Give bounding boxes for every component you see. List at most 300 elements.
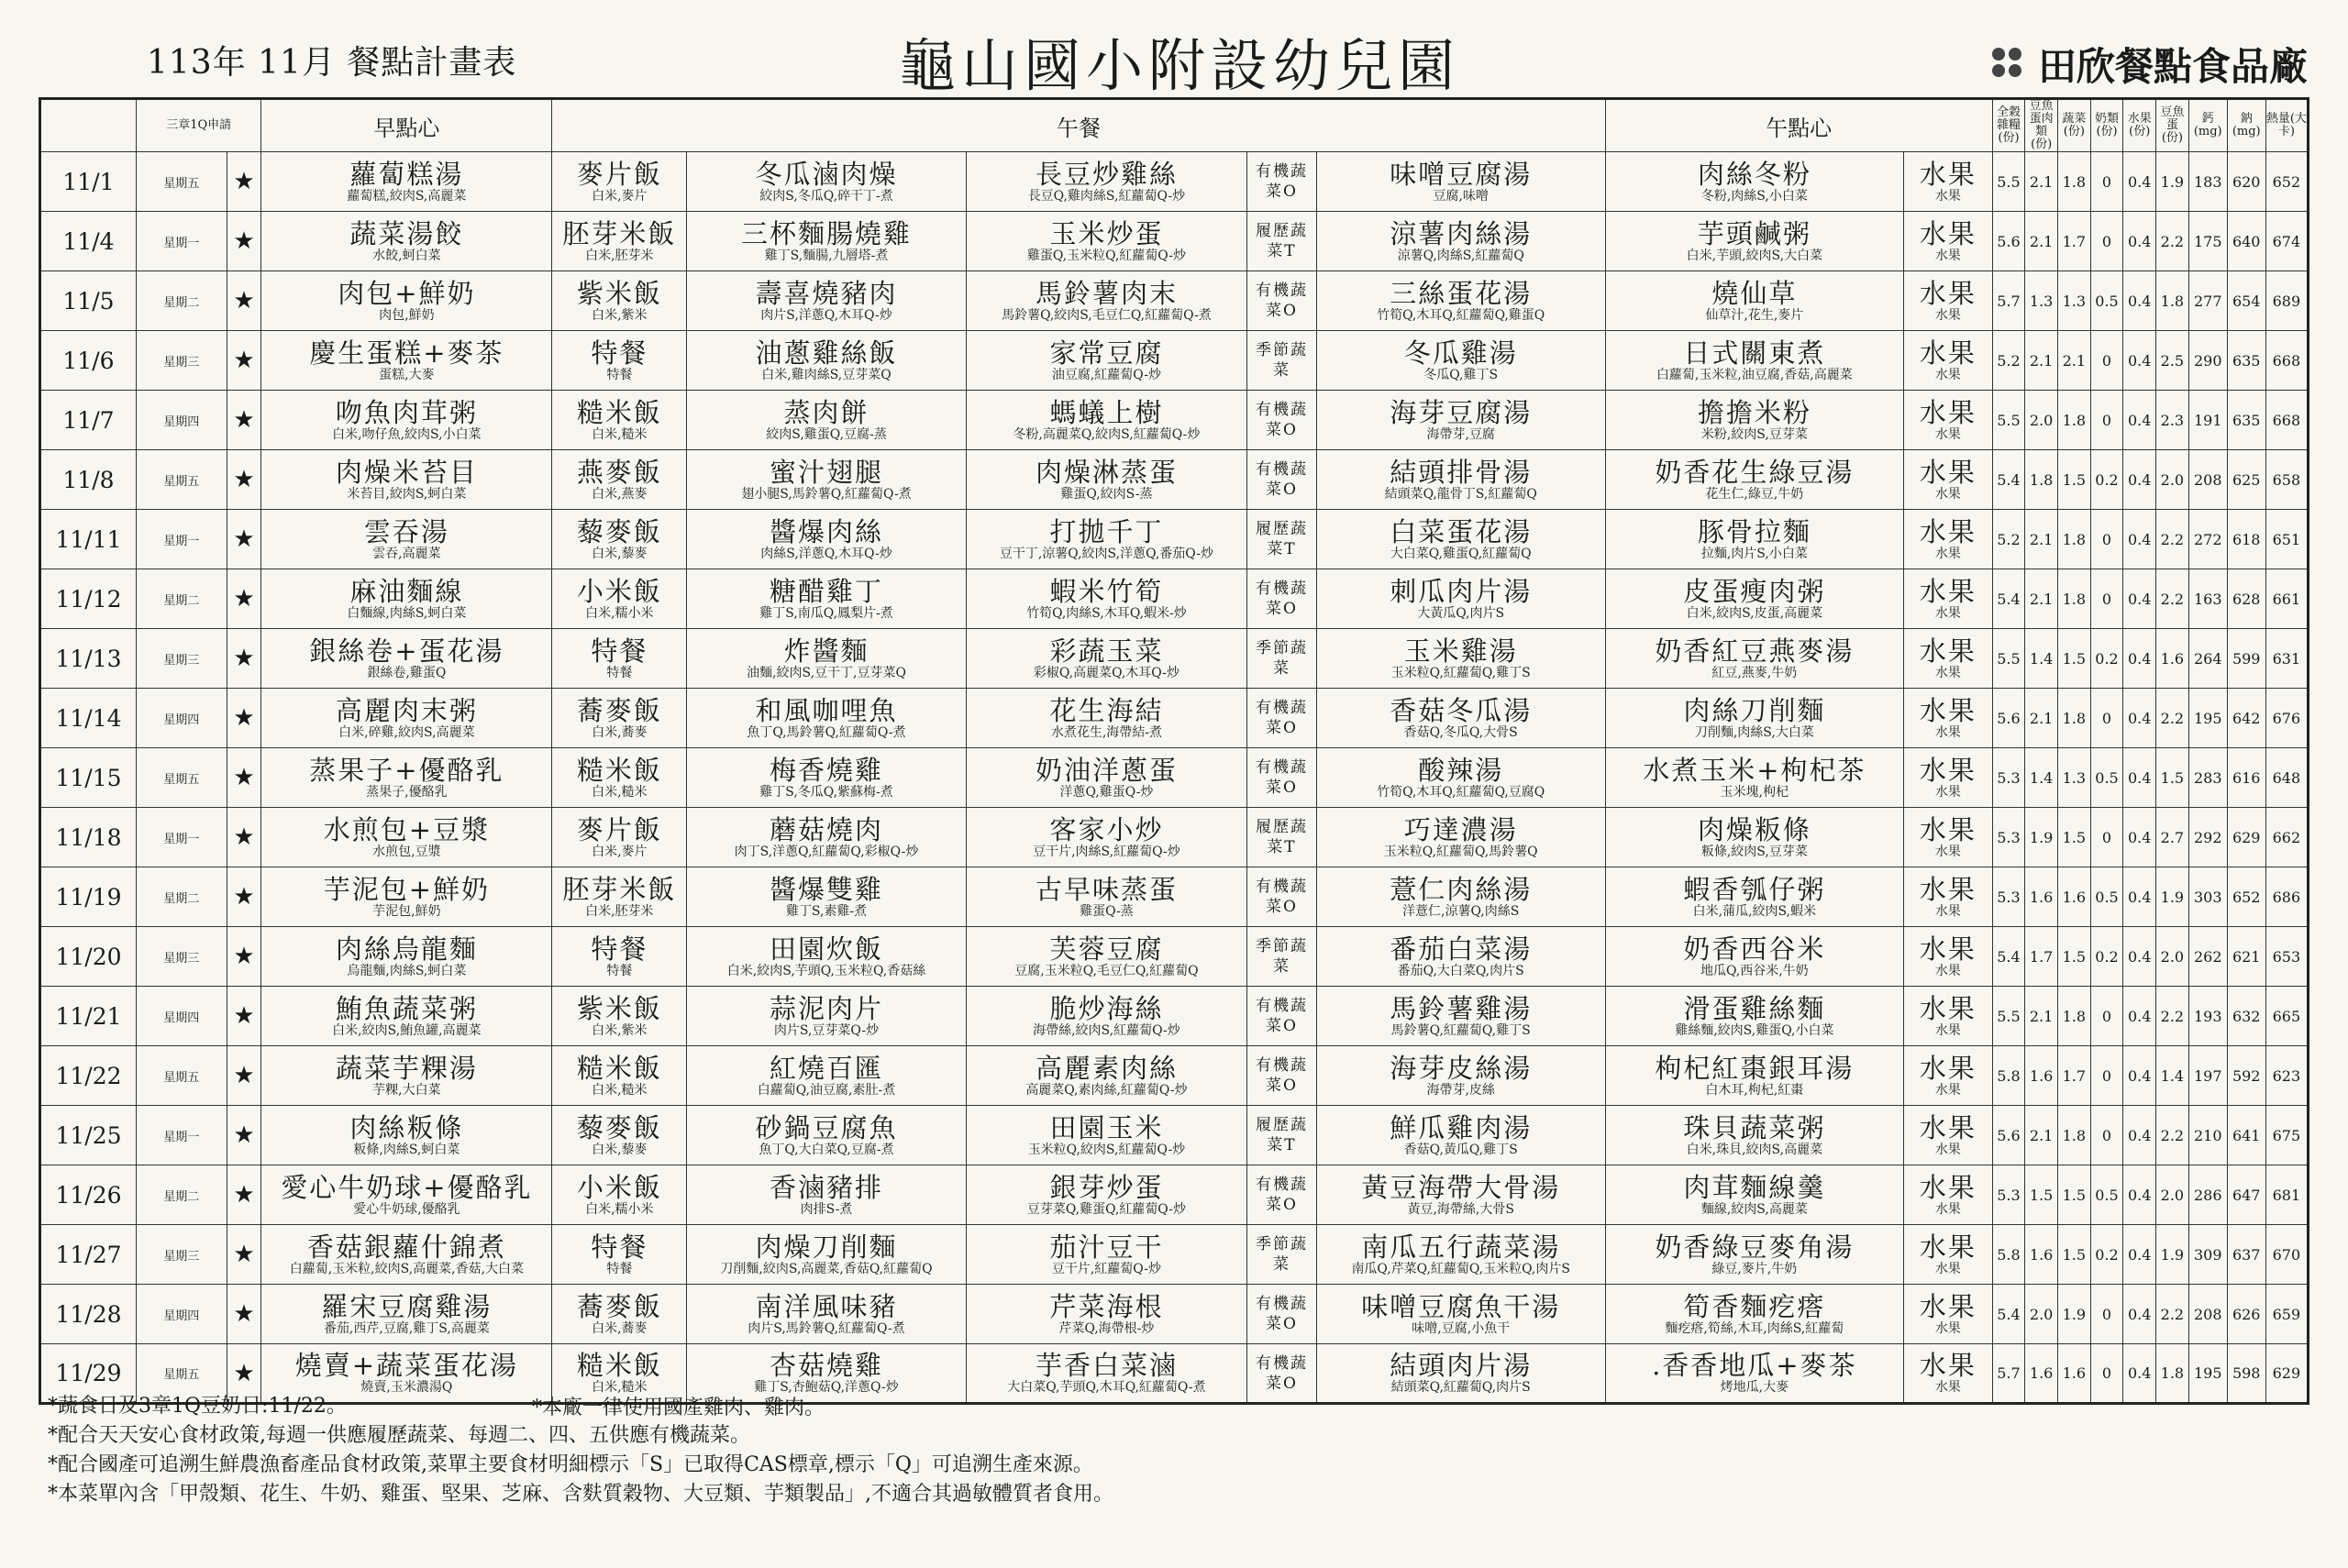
vegetable-cell: 有機蔬菜O bbox=[1247, 569, 1317, 629]
nutrition-value: 2.2 bbox=[2156, 689, 2189, 748]
staple-cell bbox=[552, 1285, 687, 1344]
nutrition-value: 1.6 bbox=[2057, 867, 2090, 927]
breakfast-dish: 蒸果子+優酪乳 bbox=[309, 754, 504, 786]
menu-row bbox=[40, 450, 2309, 510]
nutrition-value: 195 bbox=[2188, 689, 2227, 748]
nutrition-value: 661 bbox=[2265, 569, 2308, 629]
nutrition-value: 1.7 bbox=[2057, 212, 2090, 271]
snack-cell bbox=[1605, 1046, 1903, 1106]
side-dish-cell bbox=[966, 212, 1246, 271]
nutrition-value: 647 bbox=[2227, 1165, 2265, 1225]
main-dish-ingredients: 雞丁S,杏鮑菇Q,洋蔥Q-炒 bbox=[754, 1380, 899, 1395]
main-dish-cell bbox=[687, 689, 966, 748]
soup-ingredients: 玉米粒Q,紅蘿蔔Q,雞丁S bbox=[1390, 665, 1531, 680]
main-dish-ingredients: 肉排S-煮 bbox=[800, 1201, 853, 1217]
nutrition-value: 2.0 bbox=[2156, 450, 2189, 510]
soup-ingredients: 竹筍Q,木耳Q,紅蘿蔔Q,豆腐Q bbox=[1377, 784, 1545, 800]
star-icon: ★ bbox=[227, 1225, 261, 1285]
staple-ingredients: 特餐 bbox=[606, 665, 633, 680]
fruit-dish: 水果 bbox=[1919, 754, 1977, 786]
nutrition-value: 631 bbox=[2265, 629, 2308, 689]
fruit-cell bbox=[1904, 1285, 1993, 1344]
date-cell: 11/4 bbox=[40, 212, 137, 271]
main-dish-cell bbox=[687, 808, 966, 867]
fruit-cell bbox=[1904, 689, 1993, 748]
side-dish-ingredients: 大白菜Q,芋頭Q,木耳Q,紅蘿蔔Q-煮 bbox=[1007, 1380, 1206, 1395]
menu-row bbox=[40, 331, 2309, 391]
soup-ingredients: 南瓜Q,芹菜Q,紅蘿蔔Q,玉米粒Q,肉片S bbox=[1351, 1261, 1570, 1276]
date-cell: 11/26 bbox=[40, 1165, 137, 1225]
snack-dish: 肉絲刀削麵 bbox=[1683, 694, 1826, 726]
snack-ingredients: 烤地瓜,大麥 bbox=[1720, 1380, 1789, 1395]
soup-dish: 味噌豆腐湯 bbox=[1390, 158, 1533, 190]
soup-ingredients: 冬瓜Q,雞丁S bbox=[1423, 367, 1499, 382]
nutrition-value: 5.5 bbox=[1992, 987, 2025, 1046]
weekday-cell: 星期一 bbox=[136, 510, 227, 569]
staple-ingredients: 白米,藜麥 bbox=[592, 1142, 648, 1157]
nutrition-value: 635 bbox=[2227, 391, 2265, 450]
nutrition-value: 659 bbox=[2265, 1285, 2308, 1344]
nutrition-value: 1.3 bbox=[2057, 748, 2090, 808]
fruit-ingredients: 水果 bbox=[1934, 1201, 1961, 1217]
date-cell: 11/20 bbox=[40, 927, 137, 987]
side-dish-cell bbox=[966, 629, 1246, 689]
header-row bbox=[40, 99, 2309, 152]
nutrition-value: 2.0 bbox=[2156, 1165, 2189, 1225]
nutrition-value: 0 bbox=[2090, 152, 2123, 212]
fruit-ingredients: 水果 bbox=[1934, 1082, 1961, 1098]
main-dish-dish: 蒸肉餅 bbox=[783, 396, 869, 428]
plan-month-label: 113年 11月 餐點計畫表 bbox=[147, 44, 517, 82]
nutrition-value: 2.0 bbox=[2025, 1285, 2058, 1344]
vegetable-cell: 有機蔬菜O bbox=[1247, 867, 1317, 927]
nutrition-value: 0.4 bbox=[2123, 1285, 2156, 1344]
fruit-ingredients: 水果 bbox=[1934, 665, 1961, 680]
nutrition-value: 1.5 bbox=[2057, 1225, 2090, 1285]
breakfast-cell bbox=[261, 152, 552, 212]
side-dish-cell bbox=[966, 1225, 1246, 1285]
fruit-cell bbox=[1904, 808, 1993, 867]
snack-cell bbox=[1605, 1225, 1903, 1285]
fruit-cell bbox=[1904, 987, 1993, 1046]
menu-body bbox=[40, 152, 2309, 1404]
nutrition-value: 598 bbox=[2227, 1344, 2265, 1404]
main-dish-dish: 香滷豬排 bbox=[770, 1171, 884, 1203]
breakfast-cell bbox=[261, 927, 552, 987]
breakfast-ingredients: 愛心牛奶球,優酪乳 bbox=[353, 1201, 460, 1217]
fruit-dish: 水果 bbox=[1919, 575, 1977, 607]
side-dish-dish: 芹菜海根 bbox=[1049, 1290, 1164, 1322]
nutrition-value: 1.7 bbox=[2025, 927, 2058, 987]
snack-dish: 枸杞紅棗銀耳湯 bbox=[1655, 1052, 1855, 1084]
staple-dish: 小米飯 bbox=[576, 575, 662, 607]
main-dish-cell bbox=[687, 987, 966, 1046]
nutrition-value: 0.4 bbox=[2123, 331, 2156, 391]
staple-dish: 特餐 bbox=[591, 1231, 648, 1263]
side-dish-ingredients: 雞蛋Q-蒸 bbox=[1080, 903, 1134, 919]
nutrition-value: 272 bbox=[2188, 510, 2227, 569]
nutrition-value: 163 bbox=[2188, 569, 2227, 629]
nutrition-value: 658 bbox=[2265, 450, 2308, 510]
star-icon: ★ bbox=[227, 152, 261, 212]
soup-cell bbox=[1316, 927, 1605, 987]
nutrition-value: 665 bbox=[2265, 987, 2308, 1046]
main-dish-ingredients: 肉丁S,洋蔥Q,紅蘿蔔Q,彩椒Q-炒 bbox=[734, 844, 919, 859]
vegetable-cell: 有機蔬菜O bbox=[1247, 987, 1317, 1046]
breakfast-cell bbox=[261, 271, 552, 331]
breakfast-ingredients: 蘿蔔糕,絞肉S,高麗菜 bbox=[347, 188, 467, 204]
fruit-dish: 水果 bbox=[1919, 217, 1977, 249]
nutrition-value: 0.4 bbox=[2123, 450, 2156, 510]
nutrition-value: 5.4 bbox=[1992, 927, 2025, 987]
fruit-dish: 水果 bbox=[1919, 396, 1977, 428]
staple-ingredients: 白米,糙米 bbox=[592, 1380, 648, 1395]
side-dish-cell bbox=[966, 1165, 1246, 1225]
weekday-cell: 星期五 bbox=[136, 748, 227, 808]
staple-cell bbox=[552, 689, 687, 748]
nutrition-value: 1.9 bbox=[2156, 1225, 2189, 1285]
staple-dish: 藜麥飯 bbox=[576, 1111, 662, 1143]
nutrition-value: 1.5 bbox=[2057, 629, 2090, 689]
star-icon: ★ bbox=[227, 927, 261, 987]
soup-cell bbox=[1316, 1285, 1605, 1344]
nutr-header-7: 鈉(mg) bbox=[2227, 99, 2265, 152]
snack-ingredients: 白米,芋頭,絞肉S,大白菜 bbox=[1686, 248, 1823, 263]
nutrition-value: 592 bbox=[2227, 1046, 2265, 1106]
fruit-cell bbox=[1904, 1165, 1993, 1225]
menu-row bbox=[40, 510, 2309, 569]
snack-dish: 擔擔米粉 bbox=[1697, 396, 1811, 428]
nutrition-value: 2.1 bbox=[2025, 331, 2058, 391]
menu-row bbox=[40, 808, 2309, 867]
staple-dish: 紫米飯 bbox=[576, 277, 662, 309]
nutrition-value: 0.2 bbox=[2090, 450, 2123, 510]
side-dish-dish: 家常豆腐 bbox=[1049, 337, 1164, 369]
fruit-ingredients: 水果 bbox=[1934, 844, 1961, 859]
snack-dish: 肉茸麵線羹 bbox=[1683, 1171, 1826, 1203]
nutrition-value: 0.2 bbox=[2090, 1225, 2123, 1285]
soup-cell bbox=[1316, 748, 1605, 808]
nutrition-value: 629 bbox=[2265, 1344, 2308, 1404]
nutrition-value: 0 bbox=[2090, 391, 2123, 450]
staple-ingredients: 白米,燕麥 bbox=[592, 486, 648, 502]
side-dish-ingredients: 油豆腐,紅蘿蔔Q-炒 bbox=[1051, 367, 1162, 382]
main-dish-dish: 油蔥雞絲飯 bbox=[755, 337, 898, 369]
breakfast-dish: 吻魚肉茸粥 bbox=[335, 396, 478, 428]
nutrition-value: 626 bbox=[2227, 1285, 2265, 1344]
date-cell: 11/21 bbox=[40, 987, 137, 1046]
soup-cell bbox=[1316, 569, 1605, 629]
vegetable-cell: 履歷蔬菜T bbox=[1247, 1106, 1317, 1165]
side-dish-dish: 高麗素肉絲 bbox=[1035, 1052, 1178, 1084]
snack-cell bbox=[1605, 808, 1903, 867]
soup-cell bbox=[1316, 867, 1605, 927]
main-dish-cell bbox=[687, 510, 966, 569]
soup-ingredients: 馬鈴薯Q,紅蘿蔔Q,雞丁S bbox=[1390, 1022, 1531, 1038]
main-dish-dish: 蘑菇燒肉 bbox=[770, 813, 884, 845]
nutrition-value: 0.4 bbox=[2123, 569, 2156, 629]
breakfast-ingredients: 白蘿蔔,玉米粒,絞肉S,高麗菜,香菇,大白菜 bbox=[289, 1261, 525, 1276]
star-icon: ★ bbox=[227, 1046, 261, 1106]
staple-cell bbox=[552, 331, 687, 391]
staple-ingredients: 白米,麥片 bbox=[592, 188, 648, 204]
soup-ingredients: 結頭菜Q,龍骨丁S,紅蘿蔔Q bbox=[1384, 486, 1537, 502]
nutrition-value: 2.0 bbox=[2025, 391, 2058, 450]
vegetable-cell: 季節蔬菜 bbox=[1247, 331, 1317, 391]
nutrition-value: 2.1 bbox=[2025, 1106, 2058, 1165]
side-dish-cell bbox=[966, 689, 1246, 748]
snack-header: 午點心 bbox=[1605, 99, 1992, 152]
main-dish-dish: 冬瓜滷肉燥 bbox=[755, 158, 898, 190]
main-dish-ingredients: 白米,雞肉絲S,豆芽菜Q bbox=[761, 367, 892, 382]
nutrition-value: 653 bbox=[2265, 927, 2308, 987]
snack-dish: .香香地瓜+麥茶 bbox=[1652, 1350, 1857, 1381]
note-chicken: *本廠一律使用國產雞肉、雞肉。 bbox=[532, 1397, 825, 1419]
menu-row bbox=[40, 629, 2309, 689]
main-dish-ingredients: 肉片S,豆芽菜Q-炒 bbox=[773, 1022, 880, 1038]
weekday-cell: 星期五 bbox=[136, 1344, 227, 1404]
snack-ingredients: 白米,蒲瓜,絞肉S,蝦米 bbox=[1692, 903, 1817, 919]
nutrition-value: 5.8 bbox=[1992, 1225, 2025, 1285]
nutrition-value: 668 bbox=[2265, 391, 2308, 450]
nutrition-value: 2.1 bbox=[2025, 152, 2058, 212]
snack-ingredients: 仙草汁,花生,麥片 bbox=[1705, 307, 1804, 323]
date-cell: 11/15 bbox=[40, 748, 137, 808]
fruit-ingredients: 水果 bbox=[1934, 1320, 1961, 1336]
main-dish-cell bbox=[687, 152, 966, 212]
fruit-cell bbox=[1904, 867, 1993, 927]
fruit-dish: 水果 bbox=[1919, 1350, 1977, 1381]
nutrition-value: 0.5 bbox=[2090, 867, 2123, 927]
weekday-cell: 星期一 bbox=[136, 808, 227, 867]
nutrition-value: 5.3 bbox=[1992, 808, 2025, 867]
star-icon: ★ bbox=[227, 748, 261, 808]
nutrition-value: 640 bbox=[2227, 212, 2265, 271]
nutrition-value: 5.2 bbox=[1992, 510, 2025, 569]
fruit-cell bbox=[1904, 510, 1993, 569]
nutrition-value: 303 bbox=[2188, 867, 2227, 927]
staple-cell bbox=[552, 1225, 687, 1285]
staple-dish: 特餐 bbox=[591, 933, 648, 965]
breakfast-dish: 高麗肉末粥 bbox=[335, 694, 478, 726]
main-dish-cell bbox=[687, 748, 966, 808]
nutrition-value: 0 bbox=[2090, 331, 2123, 391]
nutrition-value: 5.4 bbox=[1992, 569, 2025, 629]
nutrition-value: 0.4 bbox=[2123, 1344, 2156, 1404]
date-cell: 11/7 bbox=[40, 391, 137, 450]
vegetable-cell: 季節蔬菜 bbox=[1247, 1225, 1317, 1285]
menu-row bbox=[40, 927, 2309, 987]
side-dish-dish: 芙蓉豆腐 bbox=[1049, 933, 1164, 965]
nutrition-value: 2.2 bbox=[2156, 569, 2189, 629]
nutrition-value: 0.4 bbox=[2123, 1225, 2156, 1285]
snack-dish: 皮蛋瘦肉粥 bbox=[1683, 575, 1826, 607]
weekday-cell: 星期四 bbox=[136, 987, 227, 1046]
snack-dish: 筍香麵疙瘩 bbox=[1683, 1290, 1826, 1322]
nutrition-value: 0.4 bbox=[2123, 927, 2156, 987]
side-dish-cell bbox=[966, 1285, 1246, 1344]
side-dish-cell bbox=[966, 927, 1246, 987]
nutrition-value: 616 bbox=[2227, 748, 2265, 808]
weekday-cell: 星期一 bbox=[136, 212, 227, 271]
staple-dish: 麥片飯 bbox=[576, 813, 662, 845]
nutrition-value: 674 bbox=[2265, 212, 2308, 271]
fruit-cell bbox=[1904, 927, 1993, 987]
menu-row bbox=[40, 748, 2309, 808]
main-dish-dish: 和風咖哩魚 bbox=[755, 694, 898, 726]
breakfast-header: 早點心 bbox=[261, 99, 552, 152]
nutrition-value: 2.7 bbox=[2156, 808, 2189, 867]
staple-ingredients: 白米,胚芽米 bbox=[585, 248, 654, 263]
breakfast-ingredients: 芋泥包,鮮奶 bbox=[372, 903, 441, 919]
main-dish-ingredients: 雞丁S,素雞-煮 bbox=[785, 903, 868, 919]
staple-cell bbox=[552, 1106, 687, 1165]
snack-cell bbox=[1605, 569, 1903, 629]
main-dish-ingredients: 油麵,絞肉S,豆干丁,豆芽菜Q bbox=[747, 665, 906, 680]
snack-cell bbox=[1605, 1106, 1903, 1165]
weekday-cell: 星期五 bbox=[136, 1046, 227, 1106]
nutrition-value: 1.4 bbox=[2025, 748, 2058, 808]
nutrition-value: 264 bbox=[2188, 629, 2227, 689]
snack-ingredients: 拉麵,肉片S,小白菜 bbox=[1700, 546, 1808, 561]
menu-table bbox=[39, 97, 2309, 1405]
snack-cell bbox=[1605, 1344, 1903, 1404]
staple-ingredients: 特餐 bbox=[606, 367, 633, 382]
snack-cell bbox=[1605, 152, 1903, 212]
staple-cell bbox=[552, 927, 687, 987]
nutrition-value: 2.1 bbox=[2057, 331, 2090, 391]
main-dish-dish: 紅燒百匯 bbox=[770, 1052, 884, 1084]
nutrition-value: 2.3 bbox=[2156, 391, 2189, 450]
snack-ingredients: 粄條,絞肉S,豆芽菜 bbox=[1700, 844, 1808, 859]
nutrition-value: 286 bbox=[2188, 1165, 2227, 1225]
nutrition-value: 1.8 bbox=[2156, 271, 2189, 331]
breakfast-cell bbox=[261, 510, 552, 569]
star-icon: ★ bbox=[227, 331, 261, 391]
breakfast-dish: 銀絲卷+蛋花湯 bbox=[309, 635, 504, 667]
main-dish-cell bbox=[687, 450, 966, 510]
fruit-dish: 水果 bbox=[1919, 813, 1977, 845]
star-icon: ★ bbox=[227, 629, 261, 689]
soup-dish: 海芽豆腐湯 bbox=[1390, 396, 1533, 428]
fruit-ingredients: 水果 bbox=[1934, 784, 1961, 800]
soup-dish: 香菇冬瓜湯 bbox=[1390, 694, 1533, 726]
side-dish-dish: 花生海結 bbox=[1049, 694, 1164, 726]
breakfast-cell bbox=[261, 629, 552, 689]
star-icon: ★ bbox=[227, 1165, 261, 1225]
soup-ingredients: 香菇Q,冬瓜Q,大骨S bbox=[1403, 724, 1518, 740]
soup-dish: 白菜蛋花湯 bbox=[1390, 515, 1533, 547]
side-dish-cell bbox=[966, 271, 1246, 331]
main-dish-cell bbox=[687, 1165, 966, 1225]
fruit-ingredients: 水果 bbox=[1934, 1142, 1961, 1157]
snack-cell bbox=[1605, 391, 1903, 450]
snack-dish: 奶香紅豆燕麥湯 bbox=[1655, 635, 1855, 667]
breakfast-cell bbox=[261, 867, 552, 927]
star-icon: ★ bbox=[227, 450, 261, 510]
side-dish-ingredients: 豆干丁,涼薯Q,絞肉S,洋蔥Q,番茄Q-炒 bbox=[999, 546, 1214, 561]
nutrition-value: 1.6 bbox=[2156, 629, 2189, 689]
vegetable-cell: 有機蔬菜O bbox=[1247, 748, 1317, 808]
breakfast-ingredients: 蒸果子,優酪乳 bbox=[366, 784, 448, 800]
vegetable-cell: 履歷蔬菜T bbox=[1247, 808, 1317, 867]
soup-cell bbox=[1316, 1165, 1605, 1225]
staple-dish: 蕎麥飯 bbox=[576, 1290, 662, 1322]
nutrition-value: 0.4 bbox=[2123, 1165, 2156, 1225]
nutrition-value: 681 bbox=[2265, 1165, 2308, 1225]
breakfast-dish: 水煎包+豆漿 bbox=[323, 813, 491, 845]
side-dish-dish: 芋香白菜滷 bbox=[1035, 1350, 1178, 1381]
weekday-cell: 星期三 bbox=[136, 1225, 227, 1285]
menu-row bbox=[40, 391, 2309, 450]
staple-dish: 特餐 bbox=[591, 337, 648, 369]
side-dish-dish: 古早味蒸蛋 bbox=[1035, 873, 1178, 905]
note-item: *配合天天安心食材政策,每週一供應履歷蔬菜、每週二、四、五供應有機蔬菜。 bbox=[48, 1424, 750, 1447]
snack-ingredients: 地瓜Q,西谷米,牛奶 bbox=[1700, 963, 1809, 978]
nutrition-value: 2.2 bbox=[2156, 1285, 2189, 1344]
nutrition-value: 1.8 bbox=[2057, 391, 2090, 450]
breakfast-ingredients: 雲吞,高麗菜 bbox=[372, 546, 441, 561]
nutrition-value: 652 bbox=[2227, 867, 2265, 927]
fruit-dish: 水果 bbox=[1919, 873, 1977, 905]
star-icon: ★ bbox=[227, 1285, 261, 1344]
main-dish-ingredients: 刀削麵,絞肉S,高麗菜,香菇Q,紅蘿蔔Q bbox=[720, 1261, 933, 1276]
staple-cell bbox=[552, 808, 687, 867]
side-dish-cell bbox=[966, 808, 1246, 867]
staple-cell bbox=[552, 450, 687, 510]
soup-cell bbox=[1316, 987, 1605, 1046]
snack-ingredients: 白米,珠貝,絞肉S,高麗菜 bbox=[1686, 1142, 1823, 1157]
soup-ingredients: 香菇Q,黃瓜Q,雞丁S bbox=[1403, 1142, 1518, 1157]
nutrition-value: 629 bbox=[2227, 808, 2265, 867]
nutrition-value: 0.4 bbox=[2123, 748, 2156, 808]
staple-cell bbox=[552, 748, 687, 808]
soup-cell bbox=[1316, 510, 1605, 569]
staple-dish: 藜麥飯 bbox=[576, 515, 662, 547]
soup-ingredients: 竹筍Q,木耳Q,紅蘿蔔Q,雞蛋Q bbox=[1377, 307, 1545, 323]
main-dish-cell bbox=[687, 1225, 966, 1285]
fruit-ingredients: 水果 bbox=[1934, 963, 1961, 978]
main-dish-ingredients: 肉片S,洋蔥Q,木耳Q-炒 bbox=[760, 307, 892, 323]
nutrition-value: 1.6 bbox=[2025, 1344, 2058, 1404]
breakfast-cell bbox=[261, 748, 552, 808]
note-item: *本菜單內含「甲殼類、花生、牛奶、雞蛋、堅果、芝麻、含麩質穀物、大豆類、芋類製品」,不適合其過敏體質者食用。 bbox=[48, 1483, 1113, 1506]
nutrition-value: 0.5 bbox=[2090, 1165, 2123, 1225]
breakfast-ingredients: 水煎包,豆漿 bbox=[372, 844, 441, 859]
breakfast-cell bbox=[261, 808, 552, 867]
staple-cell bbox=[552, 569, 687, 629]
breakfast-cell bbox=[261, 1046, 552, 1106]
side-dish-ingredients: 高麗菜Q,素肉絲,紅蘿蔔Q-炒 bbox=[1025, 1082, 1188, 1098]
fruit-ingredients: 水果 bbox=[1934, 486, 1961, 502]
nutrition-value: 1.3 bbox=[2025, 271, 2058, 331]
staple-cell bbox=[552, 391, 687, 450]
fruit-ingredients: 水果 bbox=[1934, 248, 1961, 263]
brand-name: 田欣餐點食品廠 bbox=[2038, 44, 2309, 89]
staple-cell bbox=[552, 212, 687, 271]
main-dish-ingredients: 雞丁S,南瓜Q,鳳梨片-煮 bbox=[759, 605, 893, 621]
weekday-cell: 星期一 bbox=[136, 1106, 227, 1165]
nutrition-value: 5.5 bbox=[1992, 629, 2025, 689]
nutrition-value: 642 bbox=[2227, 689, 2265, 748]
fruit-dish: 水果 bbox=[1919, 456, 1977, 488]
vegetable-cell: 履歷蔬菜T bbox=[1247, 510, 1317, 569]
side-dish-cell bbox=[966, 331, 1246, 391]
side-dish-dish: 銀芽炒蛋 bbox=[1049, 1171, 1164, 1203]
nutrition-value: 1.8 bbox=[2057, 510, 2090, 569]
menu-row bbox=[40, 1046, 2309, 1106]
snack-dish: 燒仙草 bbox=[1711, 277, 1798, 309]
